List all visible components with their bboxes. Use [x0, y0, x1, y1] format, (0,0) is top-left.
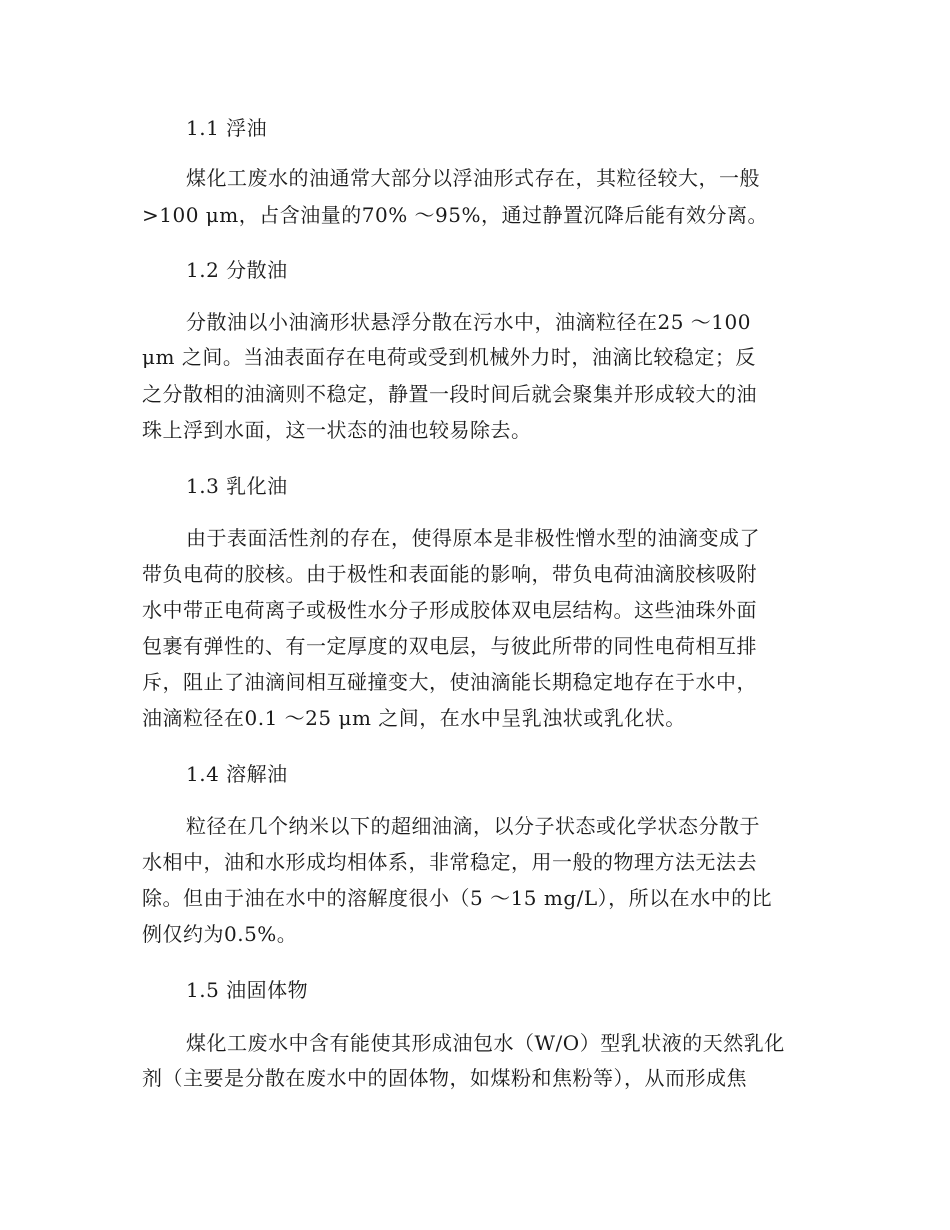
section-heading: 1.3 乳化油: [186, 474, 288, 498]
paragraph-line: 斥，阻止了油滴间相互碰撞变大，使油滴能长期稳定地存在于水中，: [142, 670, 757, 694]
paragraph-line: 油滴粒径在0.1 ～25 μm 之间，在水中呈乳浊状或乳化状。: [142, 706, 686, 730]
section-heading: 1.5 油固体物: [186, 978, 309, 1002]
paragraph-line: 除。但由于油在水中的溶解度很小（5 ～15 mg/L），所以在水中的比: [142, 886, 773, 910]
paragraph-line: 剂（主要是分散在废水中的固体物，如煤粉和焦粉等），从而形成焦: [142, 1066, 747, 1090]
paragraph-line: μm 之间。当油表面存在电荷或受到机械外力时，油滴比较稳定；反: [142, 345, 756, 369]
paragraph-line: 包裹有弹性的、有一定厚度的双电层，与彼此所带的同性电荷相互排: [142, 634, 757, 658]
paragraph-line: 分散油以小油滴形状悬浮分散在污水中，油滴粒径在25 ～100: [186, 310, 751, 334]
paragraph-line: 粒径在几个纳米以下的超细油滴，以分子状态或化学状态分散于: [186, 814, 760, 838]
paragraph-line: 煤化工废水中含有能使其形成油包水（W/O）型乳状液的天然乳化: [186, 1031, 785, 1055]
paragraph-line: >100 μm，占含油量的70% ～95%，通过静置沉降后能有效分离。: [142, 203, 769, 227]
paragraph-line: 煤化工废水的油通常大部分以浮油形式存在，其粒径较大，一般: [186, 166, 760, 190]
paragraph-line: 水相中，油和水形成均相体系，非常稳定，用一般的物理方法无法去: [142, 850, 757, 874]
paragraph-line: 由于表面活性剂的存在，使得原本是非极性憎水型的油滴变成了: [186, 526, 760, 550]
paragraph-line: 水中带正电荷离子或极性水分子形成胶体双电层结构。这些油珠外面: [142, 598, 757, 622]
paragraph-line: 带负电荷的胶核。由于极性和表面能的影响，带负电荷油滴胶核吸附: [142, 562, 757, 586]
section-heading: 1.4 溶解油: [186, 762, 288, 786]
paragraph-line: 之分散相的油滴则不稳定，静置一段时间后就会聚集并形成较大的油: [142, 382, 757, 406]
section-heading: 1.2 分散油: [186, 258, 288, 282]
paragraph-line: 珠上浮到水面，这一状态的油也较易除去。: [142, 418, 532, 442]
section-heading: 1.1 浮油: [186, 116, 268, 140]
paragraph-line: 例仅约为0.5%。: [142, 922, 298, 946]
